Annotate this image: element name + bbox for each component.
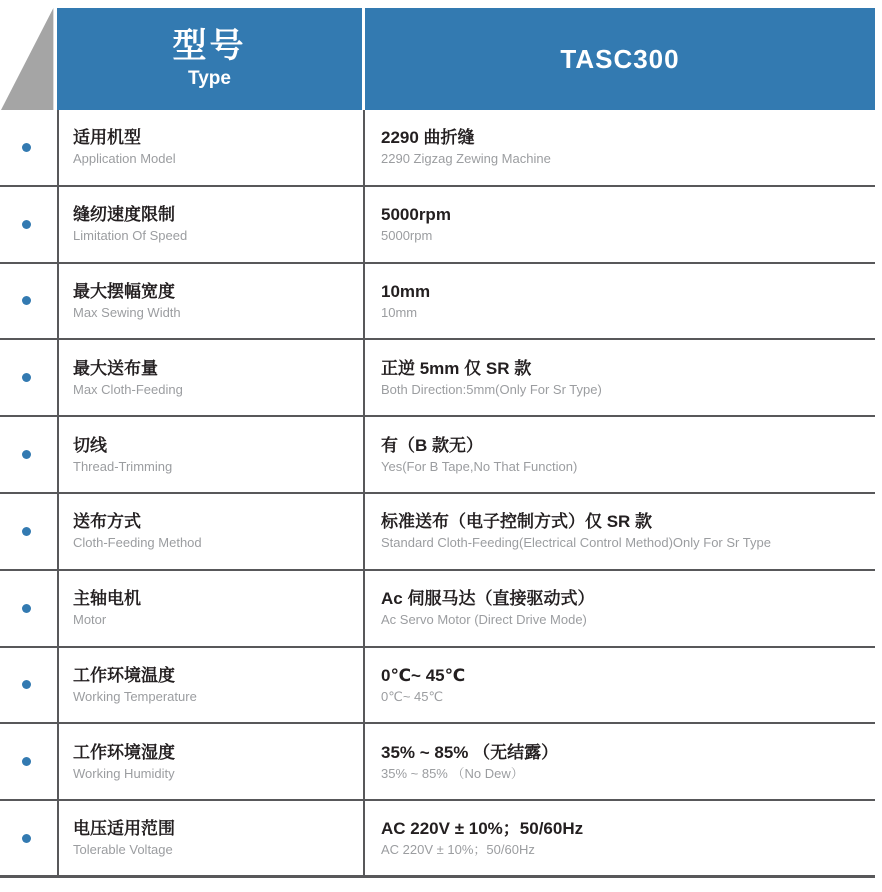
row-label-en: Application Model — [73, 151, 176, 167]
row-label-en: Cloth-Feeding Method — [73, 535, 202, 551]
row-value-zh: 5000rpm — [381, 205, 451, 225]
row-value-zh: 35% ~ 85% （无结露） — [381, 742, 559, 762]
row-label-zh: 缝纫速度限制 — [73, 205, 175, 225]
row-value-en: 5000rpm — [381, 228, 433, 244]
table-row — [0, 648, 875, 725]
row-label-zh: 切线 — [73, 435, 107, 455]
bullet-dot-icon — [22, 757, 31, 766]
table-row — [0, 340, 875, 417]
header-model-cell — [365, 8, 875, 110]
row-label-zh: 主轴电机 — [73, 589, 141, 609]
row-value-zh: AC 220V ± 10%；50/60Hz — [381, 819, 584, 839]
table-row — [0, 801, 875, 878]
row-value-en: 0℃~ 45℃ — [381, 688, 444, 704]
row-value-zh: 标准送布（电子控制方式）仅 SR 款 — [381, 512, 653, 532]
row-bullet-cell — [0, 417, 57, 492]
row-bullet-cell — [0, 571, 57, 646]
row-value-cell — [363, 801, 875, 875]
row-value-en: AC 220V ± 10%；50/60Hz — [381, 842, 535, 858]
table-body — [0, 110, 875, 878]
row-value-en: Both Direction:5mm(Only For Sr Type) — [381, 381, 602, 397]
row-value-en: Standard Cloth-Feeding(Electrical Control Method)Only For Sr Type — [381, 535, 771, 551]
row-label-en: Limitation Of Speed — [73, 228, 188, 244]
row-label-en: Working Temperature — [73, 688, 197, 704]
header-type-title-zh: 型号 — [172, 27, 247, 65]
row-bullet-cell — [0, 264, 57, 339]
row-value-cell — [363, 340, 875, 415]
bullet-dot-icon — [22, 143, 31, 152]
header-type-title-en: Type — [188, 68, 231, 89]
bullet-dot-icon — [22, 296, 31, 305]
bullet-dot-icon — [22, 680, 31, 689]
table-row — [0, 187, 875, 264]
row-label-zh: 最大摆幅宽度 — [73, 281, 175, 301]
row-value-cell — [363, 571, 875, 646]
row-bullet-cell — [0, 724, 57, 799]
row-value-en: Yes(For B Tape,No That Function) — [381, 458, 578, 474]
corner-cell — [0, 8, 57, 110]
bullet-dot-icon — [22, 604, 31, 613]
table-row — [0, 417, 875, 494]
row-label-zh: 电压适用范围 — [73, 819, 175, 839]
corner-triangle-icon — [1, 8, 55, 110]
bullet-dot-icon — [22, 450, 31, 459]
table-header — [0, 8, 875, 110]
row-value-cell — [363, 264, 875, 339]
row-bullet-cell — [0, 110, 57, 185]
bullet-dot-icon — [22, 220, 31, 229]
row-value-cell — [363, 417, 875, 492]
table-row — [0, 110, 875, 187]
row-label-en: Max Sewing Width — [73, 304, 181, 320]
row-value-cell — [363, 110, 875, 185]
row-value-zh: 正逆 5mm 仅 SR 款 — [381, 358, 532, 378]
row-bullet-cell — [0, 494, 57, 569]
bullet-dot-icon — [22, 373, 31, 382]
table-row — [0, 724, 875, 801]
row-value-en: 10mm — [381, 304, 418, 320]
row-label-cell — [57, 801, 363, 875]
row-bullet-cell — [0, 648, 57, 723]
row-value-zh: 0℃~ 45℃ — [381, 665, 466, 685]
bullet-dot-icon — [22, 834, 31, 843]
row-label-cell — [57, 571, 363, 646]
spec-table — [0, 8, 875, 878]
row-label-cell — [57, 417, 363, 492]
row-label-cell — [57, 724, 363, 799]
row-label-cell — [57, 187, 363, 262]
header-model-title: TASC300 — [560, 43, 680, 74]
row-bullet-cell — [0, 187, 57, 262]
row-label-zh: 最大送布量 — [73, 358, 158, 378]
row-label-zh: 适用机型 — [73, 128, 141, 148]
row-value-en: 2290 Zigzag Zewing Machine — [381, 151, 551, 167]
header-type-cell — [57, 8, 362, 110]
row-label-zh: 工作环境温度 — [73, 665, 175, 685]
table-row — [0, 494, 875, 571]
row-value-cell — [363, 648, 875, 723]
row-value-zh: 有（B 款无） — [381, 435, 483, 455]
table-row — [0, 264, 875, 341]
row-label-cell — [57, 264, 363, 339]
row-label-cell — [57, 494, 363, 569]
row-label-cell — [57, 340, 363, 415]
row-value-en: Ac Servo Motor (Direct Drive Mode) — [381, 612, 587, 628]
row-label-cell — [57, 110, 363, 185]
row-label-en: Motor — [73, 612, 107, 628]
row-label-zh: 送布方式 — [73, 512, 141, 532]
row-value-cell — [363, 187, 875, 262]
row-label-en: Working Humidity — [73, 765, 175, 781]
row-value-zh: 10mm — [381, 281, 431, 301]
row-value-cell — [363, 724, 875, 799]
row-bullet-cell — [0, 801, 57, 875]
row-value-cell — [363, 494, 875, 569]
bullet-dot-icon — [22, 527, 31, 536]
table-row — [0, 571, 875, 648]
row-label-en: Thread-Trimming — [73, 458, 173, 474]
row-label-en: Tolerable Voltage — [73, 842, 173, 858]
row-bullet-cell — [0, 340, 57, 415]
row-label-en: Max Cloth-Feeding — [73, 381, 183, 397]
row-value-en: 35% ~ 85% （No Dew） — [381, 765, 524, 781]
row-label-zh: 工作环境湿度 — [73, 742, 175, 762]
row-value-zh: Ac 伺服马达（直接驱动式） — [381, 589, 595, 609]
row-value-zh: 2290 曲折缝 — [381, 128, 475, 148]
row-label-cell — [57, 648, 363, 723]
